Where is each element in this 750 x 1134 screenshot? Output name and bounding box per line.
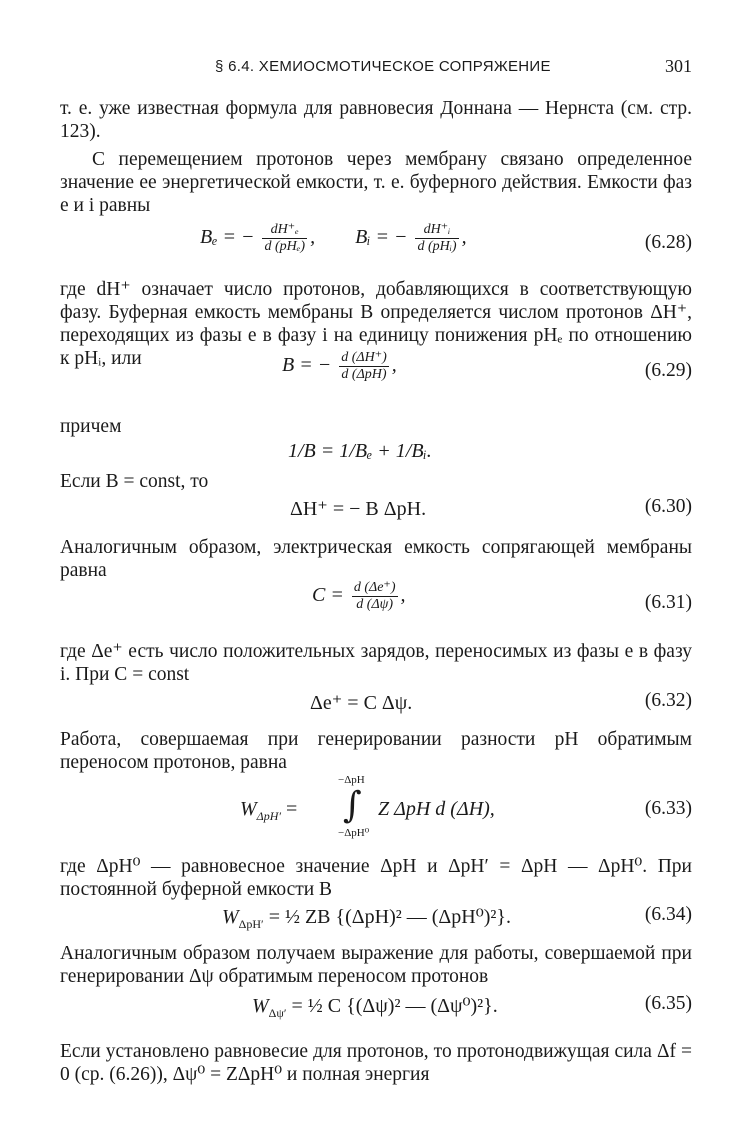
- eq-6-28-den1: d (pHₑ): [264, 239, 306, 254]
- paragraph-5: Если B = const, то: [60, 471, 209, 492]
- eq-6-33-lower-limit: −ΔpH⁰: [338, 827, 370, 839]
- equation-6-30: [60, 496, 692, 536]
- eq-6-31-lhs: C =: [312, 584, 344, 607]
- eq-6-35-sub: Δψ′: [268, 1006, 287, 1020]
- eq-6-31-number: (6.31): [644, 592, 692, 613]
- eq-6-33-upper-limit: −ΔpH: [338, 774, 365, 786]
- paragraph-6: Аналогичным образом, электрическая емкость сопрягающей мембраны равна: [60, 537, 692, 581]
- eq-6-28-num1: dH⁺ₑ: [270, 222, 299, 237]
- equation-6-33: [60, 768, 692, 848]
- eq-6-35-number: (6.35): [644, 993, 692, 1014]
- equation-6-34: [60, 904, 692, 944]
- eq-6-29-num: d (ΔH⁺): [341, 350, 387, 365]
- paragraph-2: С перемещением протонов через мембрану связано определенное значение ее энергетической емкости, т. е. буферного действия. Емкости фаз e и i равны: [60, 149, 692, 216]
- integral-sign: ∫: [343, 785, 362, 826]
- eq-6-28-num2: dH⁺ᵢ: [423, 222, 451, 237]
- eq-6-34-sub: ΔpH′: [238, 917, 264, 931]
- eq-6-31-num: d (Δe⁺): [353, 580, 396, 595]
- paragraph-10: Аналогичным образом получаем выражение для работы, совершаемой при генерировании Δψ обратимым переносом протонов: [60, 943, 692, 987]
- eq-6-28-lhs2: Bᵢ = −: [355, 226, 408, 249]
- eq-6-34-w: W: [222, 906, 239, 928]
- equation-6-35: [60, 993, 692, 1033]
- eq-6-32-number: (6.32): [644, 690, 692, 711]
- paragraph-8: Работа, совершаемая при генерировании разности pH обратимым переносом протонов, равна: [60, 729, 692, 773]
- running-header: [60, 58, 692, 82]
- paragraph-4: причем: [60, 416, 122, 437]
- equation-6-29: B = − $\frac{d (\Delta H^+)}{\text{d (ΔpH)}}$ , (6.29): [282, 350, 692, 382]
- eq-6-28-den2: d (pHᵢ): [417, 239, 457, 254]
- eq-6-33-integrand: Z ΔpH d (ΔH),: [378, 798, 495, 820]
- eq-6-31-den: d (Δψ): [352, 596, 398, 613]
- eq-6-33-lhs: W: [240, 798, 257, 820]
- eq-6-33-eq: =: [286, 798, 298, 820]
- eq-6-31-frac: [352, 580, 398, 613]
- equation-6-28: Bₑ = − $\frac{\text{dH⁺ₑ}}{\text{d (pHₑ)}}$ , Bᵢ = − $\frac{\text{dH⁺ᵢ}}{\text{d (pHᵢ)}}$ , (6.28): [200, 222, 692, 254]
- page-number: 301: [665, 56, 692, 76]
- paragraph-3: где dH⁺ означает число протонов, добавляющихся в соответствующую фазу. Буферная емкость мембраны B определяется числом протонов ΔH⁺, переходящих из фазы e в фазу i на единицу понижения pHₑ по отношению к pHᵢ, или: [60, 279, 692, 369]
- eq-6-29b-text: 1/B = 1/Bₑ + 1/Bᵢ.: [288, 440, 432, 462]
- eq-6-33-number: (6.33): [644, 798, 692, 819]
- eq-6-35-rest: = ½ C {(Δψ)² — (Δψ⁰)²}.: [286, 995, 498, 1017]
- paragraph-7: где Δe⁺ есть число положительных зарядов, переносимых из фазы e в фазу i. При C = const: [60, 641, 692, 685]
- eq-6-29-frac: [339, 350, 389, 383]
- eq-6-32-text: Δe⁺ = C Δψ.: [310, 692, 413, 714]
- eq-6-29-den: d (ΔpH): [339, 366, 389, 383]
- eq-6-28-number: (6.28): [644, 232, 692, 253]
- eq-6-28-frac1: [262, 222, 307, 255]
- paragraph-11: Если установлено равновесие для протонов, то протонодвижущая сила Δf = 0 (ср. (6.26)), Δψ⁰ = ZΔpH⁰ и полная энергия: [60, 1041, 692, 1085]
- eq-6-30-number: (6.30): [644, 496, 692, 517]
- section-title: § 6.4. ХЕМИОСМОТИЧЕСКОЕ СОПРЯЖЕНИЕ: [215, 58, 551, 75]
- eq-6-28-frac2: [415, 222, 458, 255]
- eq-6-28-lhs1: Bₑ = −: [200, 226, 255, 249]
- eq-6-30-text: ΔH⁺ = − B ΔpH.: [290, 498, 427, 520]
- eq-6-34-number: (6.34): [644, 904, 692, 925]
- eq-6-29-number: (6.29): [644, 360, 692, 381]
- eq-6-34-rest: = ½ ZB {(ΔpH)² — (ΔpH⁰)²}.: [263, 906, 511, 928]
- equation-6-31: C = $\frac{d (\Delta e^+)}{d (\Delta\psi)}$ , (6.31): [312, 580, 692, 613]
- paragraph-9: где ΔpH⁰ — равновесное значение ΔpH и ΔpH′ = ΔpH — ΔpH⁰. При постоянной буферной емкости B: [60, 856, 692, 900]
- eq-6-33-lhs-sub: ΔpH′: [256, 809, 282, 823]
- eq-6-29-lhs: B = −: [282, 354, 332, 377]
- equation-6-32: [60, 690, 692, 730]
- eq-6-35-w: W: [252, 995, 269, 1017]
- paragraph-1: т. е. уже известная формула для равновесия Доннана — Нернста (см. стр. 123).: [60, 98, 692, 142]
